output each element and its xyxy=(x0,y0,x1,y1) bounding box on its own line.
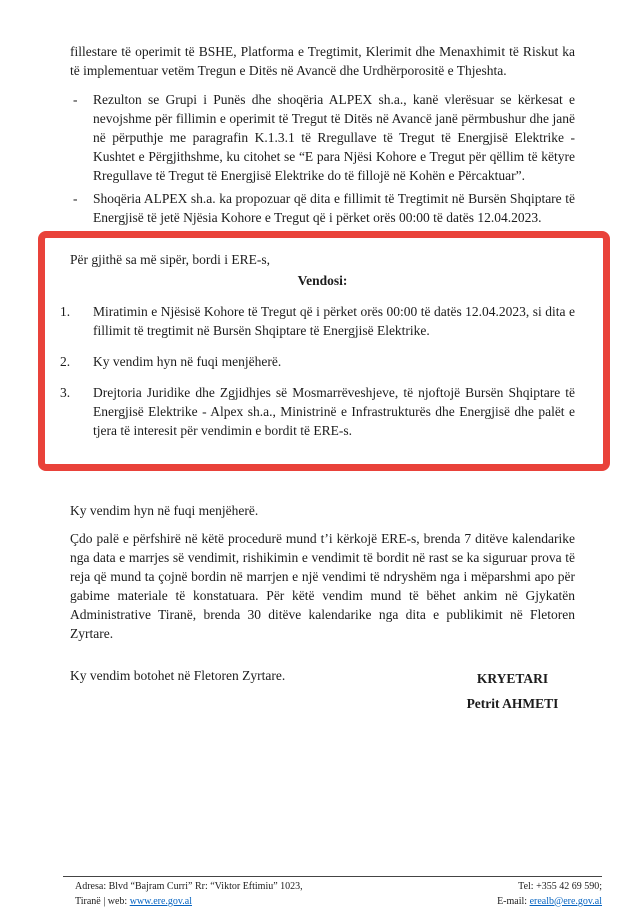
footer-email-line xyxy=(497,895,602,910)
continuation-paragraph: fillestare të operimit të BSHE, Platforma e Tregtimit, Klerimit dhe Menaxhimit të Riskut ka të implementuar vetëm Tregun e Ditës në Avancë dhe Urdhërporositë e Thjeshta. xyxy=(70,44,575,78)
footer-email-link[interactable]: erealb@ere.gov.al xyxy=(529,895,602,907)
footer-address xyxy=(63,880,303,909)
footer-web-link[interactable]: www.ere.gov.al xyxy=(129,895,192,907)
document-body xyxy=(60,42,575,685)
footer-web-prefix: Tiranë | web: xyxy=(75,895,130,907)
signature-title: KRYETARI xyxy=(476,671,549,686)
decision-item-text: Ky vendim hyn në fuqi menjëherë. xyxy=(93,354,282,369)
decision-highlight-box xyxy=(38,231,610,471)
footer-address-line2 xyxy=(75,895,303,910)
bullet-text: Shoqëria ALPEX sh.a. ka propozuar që dita e fillimit të Tregtimit në Bursën Shqiptare të Energjisë të jetë Njësia Kohore e Tregut që i përket orës 00:00 të datës 12.04.2023. xyxy=(93,191,575,225)
bullet-list xyxy=(70,90,575,227)
decision-item-text: Miratimin e Njësisë Kohore të Tregut që i përket orës 00:00 të datës 12.04.2023, si dita e fillimit të tregtimit në Bursën Shqiptare të Energjisë Elektrike. xyxy=(93,304,575,338)
decision-item xyxy=(60,352,575,371)
bullet-item xyxy=(70,90,575,185)
bullet-item xyxy=(70,189,575,227)
effective-paragraph: Ky vendim hyn në fuqi menjëherë. xyxy=(70,503,259,518)
decision-heading: Vendosi: xyxy=(297,273,348,288)
decision-item-number: 3. xyxy=(60,385,71,400)
decision-item xyxy=(60,383,575,440)
bullet-text: Rezulton se Grupi i Punës dhe shoqëria ALPEX sh.a., kanë vlerësuar se kërkesat e nevojshme për fillimin e operimit të Tregut të Ditës në Avancë janë përmbushur dhe janë në përputhje me paragrafin K.1.3.1 të Rregullave të Tregut të Energjisë Elektrike - Kushtet e Përgjithshme, ku citohet se “E para Njësi Kohore e Tregut për qëllim të këtyre Rregullave të Tregut të Energjisë Elektrike do të fillojë në Kohën e Përcaktuar”. xyxy=(93,92,575,183)
signature-name: Petrit AHMETI xyxy=(466,696,559,711)
decision-lead: Për gjithë sa më sipër, bordi i ERE-s, xyxy=(70,252,271,267)
decision-item xyxy=(60,302,575,340)
signature-block xyxy=(430,666,595,716)
publication-paragraph: Ky vendim botohet në Fletoren Zyrtare. xyxy=(70,668,286,683)
decision-item-number: 2. xyxy=(60,354,71,369)
decision-item-text: Drejtoria Juridike dhe Zgjidhjes së Mosmarrëveshjeve, të njoftojë Bursën Shqiptare të Energjisë Elektrike - Alpex sh.a., Ministrinë e Infrastrukturës dhe Energjisë dhe palët e tjera të interesit për vendimin e bordit të ERE-s. xyxy=(93,385,575,438)
bullet-marker: - xyxy=(73,191,78,206)
footer-tel: Tel: +355 42 69 590; xyxy=(518,881,602,892)
footer-address-line1: Adresa: Blvd “Bajram Curri” Rr: “Viktor Eftimiu” 1023, xyxy=(75,881,303,892)
footer-contact xyxy=(497,880,602,909)
decision-list xyxy=(60,302,575,440)
bullet-marker: - xyxy=(73,92,78,107)
footer-email-prefix: E-mail: xyxy=(497,895,530,907)
appeal-paragraph: Çdo palë e përfshirë në këtë procedurë mund t’i kërkojë ERE-s, brenda 7 ditëve kalendarike nga data e marrjes së vendimit, rishikimin e vendimit të bordit në rast se ka siguruar prova të reja që mund ta çojnë bordin në marrjen e një vendimi të ndryshëm nga i mëparshmi apo për gabime materiale të konstatuara. Për këtë vendim mund të bëhet ankim në Gjykatën Administrative Tiranë, brenda 30 ditëve kalendarike nga dita e publikimit në Fletoren Zyrtare. xyxy=(70,531,575,641)
page-footer xyxy=(63,876,602,909)
decision-item-number: 1. xyxy=(60,304,71,319)
